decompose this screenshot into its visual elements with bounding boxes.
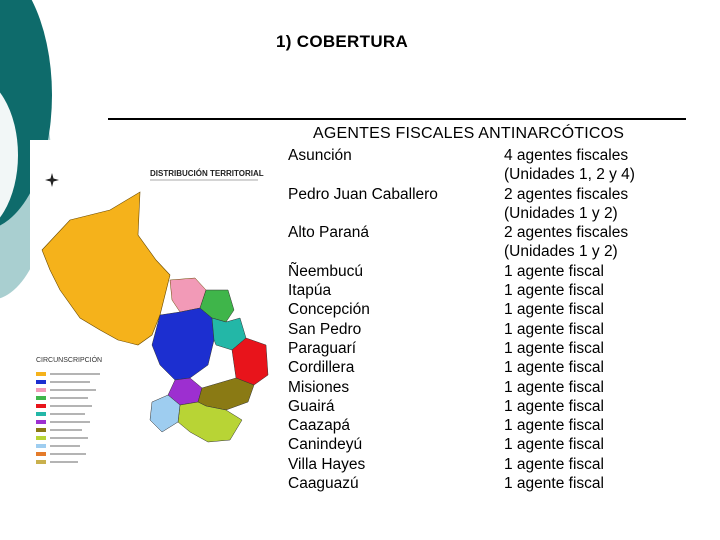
department-name: Misiones: [288, 378, 350, 396]
department-name: Alto Paraná: [288, 224, 369, 242]
list-item: [288, 416, 635, 435]
list-item: [288, 358, 635, 377]
agent-count: 1 agente fiscal: [504, 417, 604, 435]
list-item: [288, 474, 635, 493]
agent-count: 1 agente fiscal: [504, 378, 604, 396]
department-name: Concepción: [288, 301, 370, 319]
agent-count: (Unidades 1, 2 y 4): [504, 166, 635, 184]
department-name: Paraguarí: [288, 339, 357, 357]
department-name: [288, 204, 504, 223]
agent-count: 1 agente fiscal: [504, 282, 604, 300]
map-heading: DISTRIBUCIÓN TERRITORIAL: [150, 169, 264, 178]
department-name: Cordillera: [288, 359, 355, 377]
agent-count: (Unidades 1 y 2): [504, 243, 618, 261]
agent-count: 1 agente fiscal: [504, 359, 604, 377]
agent-count: 1 agente fiscal: [504, 262, 604, 280]
list-item: [288, 455, 635, 474]
agent-count: 1 agente fiscal: [504, 436, 604, 454]
department-name: [288, 165, 504, 184]
list-item: [288, 397, 635, 416]
agent-count: 1 agente fiscal: [504, 301, 604, 319]
list-item: [288, 378, 635, 397]
list-item: [288, 146, 635, 165]
agents-list: [288, 146, 635, 493]
department-name: San Pedro: [288, 320, 362, 338]
paraguay-territorial-map: [30, 140, 280, 480]
agent-count: 4 agentes fiscales: [504, 147, 629, 164]
list-item: [288, 165, 635, 184]
list-item: [288, 204, 635, 223]
agent-count: 1 agente fiscal: [504, 397, 604, 415]
department-name: Itapúa: [288, 282, 332, 300]
department-name: Caazapá: [288, 417, 351, 435]
department-name: Pedro Juan Caballero: [288, 185, 438, 203]
list-item: [288, 435, 635, 454]
department-name: Caaguazú: [288, 475, 359, 493]
slide-title: 1) COBERTURA: [276, 32, 409, 51]
department-name: Ñeembucú: [288, 262, 363, 280]
list-item: [288, 262, 635, 281]
agent-count: 1 agente fiscal: [504, 455, 604, 473]
list-item: [288, 185, 635, 204]
department-name: Canindeyú: [288, 436, 363, 454]
agent-count: 1 agente fiscal: [504, 339, 604, 357]
agent-count: 2 agentes fiscales: [504, 185, 629, 203]
list-item: [288, 223, 635, 242]
list-item: [288, 242, 635, 261]
department-name: Asunción: [288, 147, 352, 164]
list-item: [288, 320, 635, 339]
table-header: AGENTES FISCALES ANTINARCÓTICOS: [313, 125, 625, 142]
list-item: [288, 281, 635, 300]
list-item: [288, 339, 635, 358]
agent-count: 2 agentes fiscales: [504, 224, 629, 242]
department-name: Guairá: [288, 397, 335, 415]
title-divider: [108, 118, 686, 120]
list-item: [288, 300, 635, 319]
department-name: [288, 242, 504, 261]
department-name: Villa Hayes: [288, 455, 366, 473]
agent-count: (Unidades 1 y 2): [504, 204, 618, 222]
map-legend-title: CIRCUNSCRIPCIÓN: [36, 357, 103, 364]
agent-count: 1 agente fiscal: [504, 320, 604, 338]
agent-count: 1 agente fiscal: [504, 475, 604, 493]
